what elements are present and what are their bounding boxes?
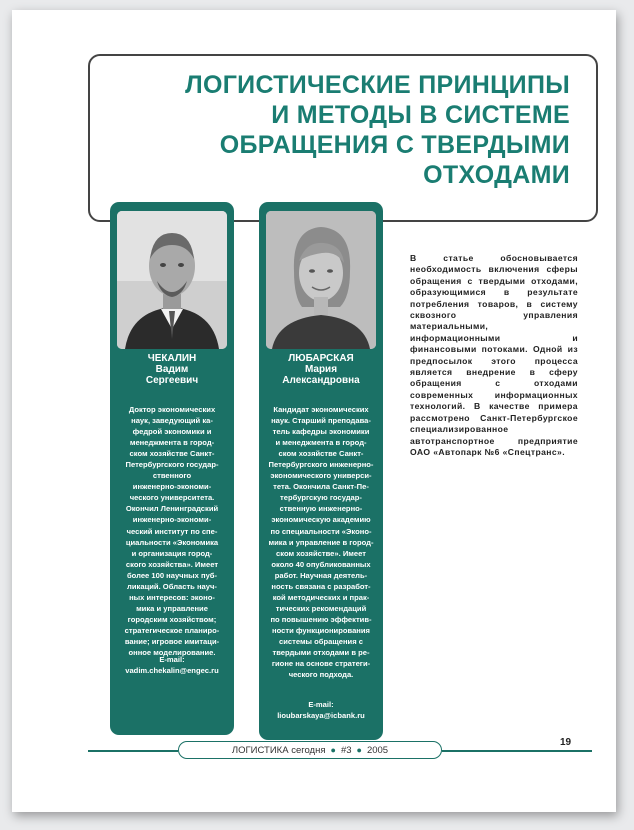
bio-line: Петербургского инженерно- xyxy=(268,460,374,470)
author-card-lyubarskaya xyxy=(259,202,383,740)
bio-line: тель кафедры экономики xyxy=(272,427,370,437)
email-label: E-mail: xyxy=(308,700,334,709)
author-name xyxy=(259,353,383,386)
email-address[interactable]: vadim.chekalin@engec.ru xyxy=(125,666,219,675)
author-email-block xyxy=(259,699,383,721)
bio-line: инженерно-экономи- xyxy=(132,515,212,525)
author-patronymic: Сергеевич xyxy=(145,375,199,386)
bio-line: федрой экономики и xyxy=(132,427,212,437)
bio-line: Петербургского государ- xyxy=(125,460,219,470)
bio-line: Окончил Ленинградский xyxy=(125,504,219,514)
bio-line: кой методических и прак- xyxy=(272,592,370,602)
bio-line: ском хозяйстве Санкт- xyxy=(129,449,215,459)
bio-line: Доктор экономических xyxy=(128,405,216,414)
footer-rule-left xyxy=(88,750,178,752)
author-surname: ЛЮБАРСКАЯ xyxy=(288,353,354,364)
issue-year: 2005 xyxy=(366,744,389,756)
bio-line: мика и управление в город- xyxy=(268,537,374,547)
bio-line: наук. Старший преподава- xyxy=(271,416,371,426)
title-line: И МЕТОДЫ В СИСТЕМЕ xyxy=(271,101,570,129)
bio-line: и менеджмента в город- xyxy=(275,438,367,448)
bio-line: Кандидат экономических xyxy=(273,405,369,414)
bio-line: тербургскую государ- xyxy=(280,493,362,503)
footer-journal-info xyxy=(178,741,442,759)
bio-line: ственного xyxy=(152,471,192,481)
bio-line: работ. Научная деятель- xyxy=(274,570,368,580)
bio-line: ственную инженерно- xyxy=(279,504,363,514)
bio-line: ском хозяйстве». Имеет xyxy=(276,548,366,558)
bio-line: циальности «Экономика xyxy=(125,537,219,547)
bio-line: более 100 научных пуб- xyxy=(126,570,218,580)
bio-line: и организация город- xyxy=(131,548,213,558)
portrait-woman-image xyxy=(266,211,376,349)
bio-line: городским хозяйством; xyxy=(127,614,217,624)
bio-line: ческого подхода. xyxy=(288,670,354,680)
page-number: 19 xyxy=(560,737,572,748)
bio-line: ском хозяйстве Санкт- xyxy=(278,449,364,459)
portrait-man-image xyxy=(117,211,227,349)
bio-line: твердыми отходами в ре- xyxy=(272,648,370,658)
author-first-name: Вадим xyxy=(155,364,189,375)
bio-line: ликаций. Область науч- xyxy=(127,581,217,591)
email-address[interactable]: lioubarskaya@icbank.ru xyxy=(277,711,365,720)
author-bio xyxy=(116,404,228,658)
bio-line: экономического универси- xyxy=(270,471,372,481)
bio-line: стратегическое планиро- xyxy=(124,625,220,635)
bio-line: онное моделирование. xyxy=(128,648,216,658)
author-patronymic: Александровна xyxy=(282,375,360,386)
author-bio xyxy=(265,404,377,680)
bio-line: экономическую академию xyxy=(271,515,371,525)
bullet-icon: ● xyxy=(330,745,336,755)
author-surname: ЧЕКАЛИН xyxy=(147,353,197,364)
author-photo-chekalin xyxy=(117,211,227,349)
bio-line: ных интересов: эконо- xyxy=(129,592,215,602)
bio-line: ского хозяйства». Имеет xyxy=(125,559,219,569)
journal-page xyxy=(12,10,616,812)
bio-line: ческого университета. xyxy=(129,493,215,503)
author-photo-lyubarskaya xyxy=(266,211,376,349)
bio-line: вание; игровое имитаци- xyxy=(124,636,220,646)
author-card-chekalin xyxy=(110,202,234,735)
bio-line: гионе на основе стратеги- xyxy=(271,659,371,669)
bio-line: по повышению эффектив- xyxy=(270,614,372,624)
author-name xyxy=(110,353,234,386)
bio-line: ческий институт по спе- xyxy=(126,526,218,536)
title-line: ОБРАЩЕНИЯ С ТВЕРДЫМИ xyxy=(219,131,570,159)
title-line: ОТХОДАМИ xyxy=(423,161,570,189)
bio-line: наук, заведующий ка- xyxy=(131,416,213,426)
author-first-name: Мария xyxy=(304,364,338,375)
bio-line: по специальности «Эконо- xyxy=(270,526,372,536)
email-label: E-mail: xyxy=(159,655,185,664)
bio-line: менеджмента в город- xyxy=(129,438,215,448)
article-abstract: В статье обосновывается необходимость включения сферы обращения с твердыми отходами, образующимися в результате потребления товаров, в систему сквозного управления материальными, информационными и финансовыми потоками. Одной из предпосылок этого процесса является внедрение в сферу обращения с отходами современных информационных технологий. В качестве примера рассмотрено Санкт-Петербургское специализированное автотранспортное предприятие ОАО «Автопарк №6 «Спецтранс». xyxy=(410,253,578,457)
title-line: ЛОГИСТИЧЕСКИЕ ПРИНЦИПЫ xyxy=(185,71,570,99)
bio-line: тических рекомендаций xyxy=(275,603,367,613)
bio-line: системы обращения с xyxy=(278,636,363,646)
bio-line: инженерно-экономи- xyxy=(132,482,212,492)
author-email-block xyxy=(110,654,234,676)
bio-line: около 40 опубликованных xyxy=(271,559,371,569)
footer-rule-right xyxy=(442,750,592,752)
article-title xyxy=(100,70,570,190)
bio-line: ности функционирования xyxy=(272,625,370,635)
issue-number: #3 xyxy=(340,744,352,756)
bullet-icon: ● xyxy=(356,745,362,755)
bio-line: мика и управление xyxy=(136,603,208,613)
bio-line: тета. Окончила Санкт-Пе- xyxy=(273,482,369,492)
journal-name: ЛОГИСТИКА сегодня xyxy=(231,744,326,756)
bio-line: ность связана с разработ- xyxy=(271,581,371,591)
title-frame xyxy=(88,54,598,222)
